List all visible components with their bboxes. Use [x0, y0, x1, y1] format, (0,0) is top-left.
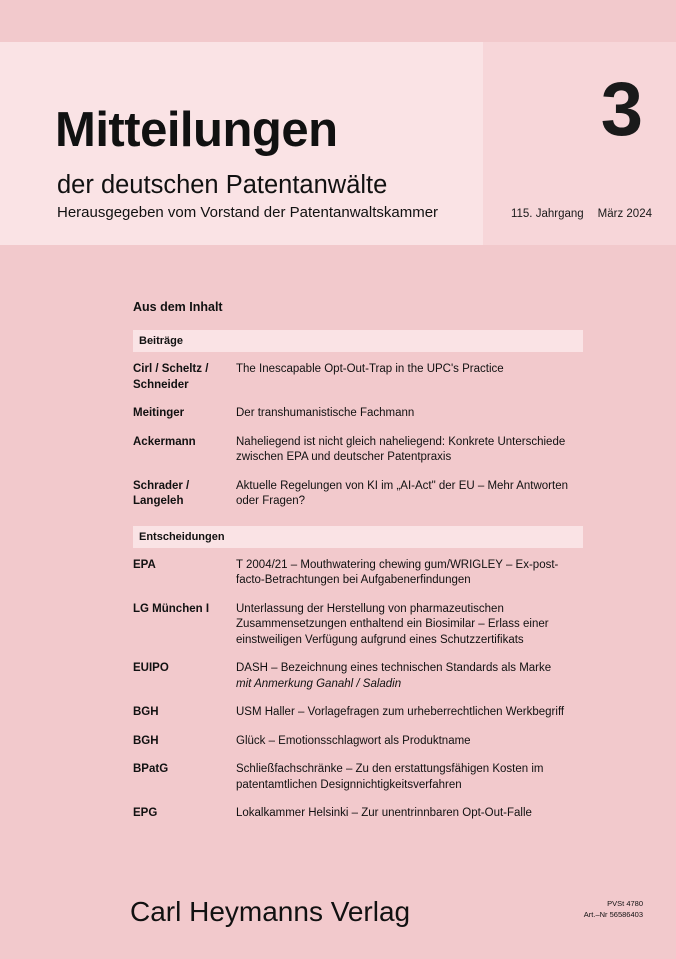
list-item: [133, 558, 583, 589]
entry-author: Cirl / Scheltz / Schneider: [133, 363, 209, 391]
pvst-code: PVSt 4780: [607, 899, 643, 908]
table-of-contents: [133, 300, 583, 835]
entry-author: BGH: [133, 734, 159, 747]
entry-title: Lokalkammer Helsinki – Zur unentrinnbaren Opt-Out-Falle: [236, 807, 532, 820]
entry-author: Ackermann: [133, 435, 196, 448]
entry-note: mit Anmerkung Ganahl / Saladin: [236, 677, 402, 690]
entry-title: Der transhumanistische Fachmann: [236, 407, 415, 420]
entry-title: Unterlassung der Herstellung von pharmazeutischen Zusammensetzungen enthaltend ein Biosimilar – Erlass einer einstweiligen Verfügung aufgrund eines Schutzzertifikats: [236, 602, 549, 646]
entry-author: BGH: [133, 706, 159, 719]
section-header-entscheidungen: Entscheidungen: [133, 526, 583, 548]
list-item: [133, 406, 583, 422]
list-item: [133, 705, 583, 721]
entry-title: USM Haller – Vorlagefragen zum urheberrechtlichen Werkbegriff: [236, 706, 565, 719]
postal-codes: [584, 898, 643, 921]
entry-author: EUIPO: [133, 662, 169, 675]
volume-label: 115. Jahrgang: [510, 208, 584, 220]
list-item: [133, 734, 583, 750]
list-item: [133, 479, 583, 510]
list-item: [133, 602, 583, 649]
issue-date: März 2024: [597, 208, 652, 220]
entry-author: BPatG: [133, 763, 169, 776]
list-item: [133, 806, 583, 822]
entry-title: [236, 661, 583, 692]
issue-box: [483, 42, 676, 245]
journal-publisher-line: Herausgegeben vom Vorstand der Patentanwaltskammer: [57, 204, 439, 221]
entry-title: Schließfachschränke – Zu den erstattungsfähigen Kosten im patentamtlichen Designnichtigkeitsverfahren: [236, 763, 544, 791]
entry-author: LG München I: [133, 602, 210, 615]
list-item: [133, 762, 583, 793]
journal-subtitle: der deutschen Patentanwälte: [57, 171, 388, 199]
entry-title: Glück – Emotionsschlagwort als Produktname: [236, 734, 471, 747]
entry-author: EPA: [133, 558, 156, 571]
contents-heading: Aus dem Inhalt: [133, 300, 223, 314]
masthead: [0, 42, 676, 245]
issue-meta: [511, 208, 652, 220]
list-item: [133, 362, 583, 393]
masthead-inner: [0, 42, 676, 245]
section-header-beitraege: Beiträge: [133, 330, 583, 352]
publisher-logo: Carl Heymanns Verlag: [130, 896, 411, 927]
issue-number: 3: [600, 67, 642, 152]
entry-author: Meitinger: [133, 407, 185, 420]
entry-title: The Inescapable Opt-Out-Trap in the UPC's Practice: [236, 363, 504, 375]
list-item: [133, 435, 583, 466]
entry-title-text: DASH – Bezeichnung eines technischen Standards als Marke: [236, 662, 552, 675]
art-nr-code: Art.–Nr 56586403: [583, 910, 643, 920]
entry-title: Naheliegend ist nicht gleich naheliegend: Konkrete Unterschiede zwischen EPA und deutscher Patentpraxis: [236, 435, 566, 464]
list-item: [133, 661, 583, 692]
entry-title: T 2004/21 – Mouthwatering chewing gum/WRIGLEY – Ex-post-facto-Betrachtungen bei Aufgabenerfindungen: [236, 558, 559, 587]
entry-title: Aktuelle Regelungen von KI im „AI-Act" der EU – Mehr Antworten oder Fragen?: [236, 479, 568, 508]
entry-author: Schrader / Langeleh: [133, 479, 190, 508]
entry-author: EPG: [133, 807, 158, 820]
journal-title: Mitteilungen: [55, 103, 338, 157]
